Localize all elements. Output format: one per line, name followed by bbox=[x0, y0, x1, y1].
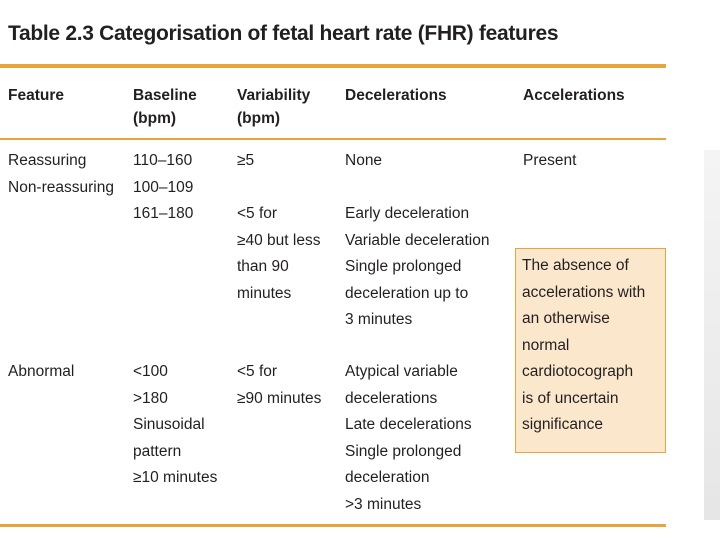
baseline-abnormal bbox=[133, 359, 217, 492]
decelerations-nonreassuring bbox=[345, 201, 489, 334]
header-variability bbox=[237, 84, 310, 130]
note-line: is of uncertain bbox=[522, 389, 619, 407]
feature-abnormal: Abnormal bbox=[8, 363, 75, 380]
header-accelerations bbox=[523, 84, 625, 107]
baseline-line: <100 bbox=[133, 363, 168, 380]
baseline-value: 110–160 bbox=[133, 152, 193, 169]
header-feature bbox=[8, 84, 64, 107]
decelerations-line: 3 minutes bbox=[345, 311, 413, 328]
table-title: Table 2.3 Categorisation of fetal heart rate (FHR) features bbox=[8, 22, 559, 45]
header-line: (bpm) bbox=[133, 110, 177, 127]
header-baseline bbox=[133, 84, 197, 130]
note-line: cardiotocograph bbox=[522, 363, 634, 380]
feature-nonreassuring: Non-reassuring bbox=[8, 178, 114, 196]
feature-reassuring: Reassuring bbox=[8, 152, 87, 169]
header-line: Accelerations bbox=[523, 87, 625, 104]
decelerations-reassuring bbox=[345, 148, 382, 175]
variability-line: ≥90 minutes bbox=[237, 389, 322, 407]
variability-line: ≥40 but less bbox=[237, 231, 321, 249]
decelerations-line: deceleration bbox=[345, 469, 430, 486]
decelerations-line: Late decelerations bbox=[345, 416, 472, 433]
accelerations-note-box bbox=[515, 248, 666, 453]
decelerations-line: Atypical variable bbox=[345, 363, 458, 380]
feature-abnormal-cell bbox=[8, 359, 74, 386]
variability-abnormal bbox=[237, 359, 321, 412]
baseline-line: pattern bbox=[133, 442, 182, 460]
header-line: Feature bbox=[8, 87, 64, 104]
accelerations-reassuring bbox=[523, 148, 576, 175]
variability-line: minutes bbox=[237, 284, 292, 302]
decelerations-line: Variable deceleration bbox=[345, 231, 490, 249]
header-decelerations bbox=[345, 84, 447, 107]
variability-line: <5 for bbox=[237, 205, 278, 222]
variability-nonreassuring bbox=[237, 201, 320, 307]
header-top-rule bbox=[0, 64, 666, 68]
baseline-line: Sinusoidal bbox=[133, 416, 205, 433]
note-line: The absence of bbox=[522, 257, 629, 274]
note-line: significance bbox=[522, 416, 603, 433]
table-bottom-rule bbox=[0, 524, 666, 527]
variability-line: than 90 bbox=[237, 258, 289, 275]
note-line: normal bbox=[522, 336, 570, 354]
decelerations-line: Early deceleration bbox=[345, 205, 470, 222]
variability-line: <5 for bbox=[237, 363, 278, 380]
accelerations-value: Present bbox=[523, 152, 577, 169]
baseline-cell bbox=[133, 148, 193, 228]
decelerations-line: >3 minutes bbox=[345, 495, 422, 513]
note-line: accelerations with bbox=[522, 283, 646, 301]
variability-reassuring bbox=[237, 148, 254, 175]
decelerations-line: Single prolonged bbox=[345, 258, 462, 275]
note-line: an otherwise bbox=[522, 310, 610, 327]
baseline-line: ≥10 minutes bbox=[133, 469, 218, 486]
header-line: Decelerations bbox=[345, 87, 447, 104]
decelerations-line: deceleration up to bbox=[345, 284, 469, 302]
baseline-value: 161–180 bbox=[133, 205, 194, 222]
decelerations-line: Single prolonged bbox=[345, 442, 462, 460]
baseline-line: >180 bbox=[133, 389, 168, 407]
header-line: Baseline bbox=[133, 87, 197, 104]
header-line: Variability bbox=[237, 87, 311, 104]
decelerations-value: None bbox=[345, 152, 383, 169]
feature-cell bbox=[8, 148, 114, 201]
page-edge-shadow bbox=[704, 150, 720, 520]
baseline-value: 100–109 bbox=[133, 178, 194, 196]
header-line: (bpm) bbox=[237, 110, 281, 127]
decelerations-line: decelerations bbox=[345, 389, 438, 407]
header-bottom-rule bbox=[0, 138, 666, 140]
decelerations-abnormal bbox=[345, 359, 472, 518]
variability-value: ≥5 bbox=[237, 152, 255, 169]
